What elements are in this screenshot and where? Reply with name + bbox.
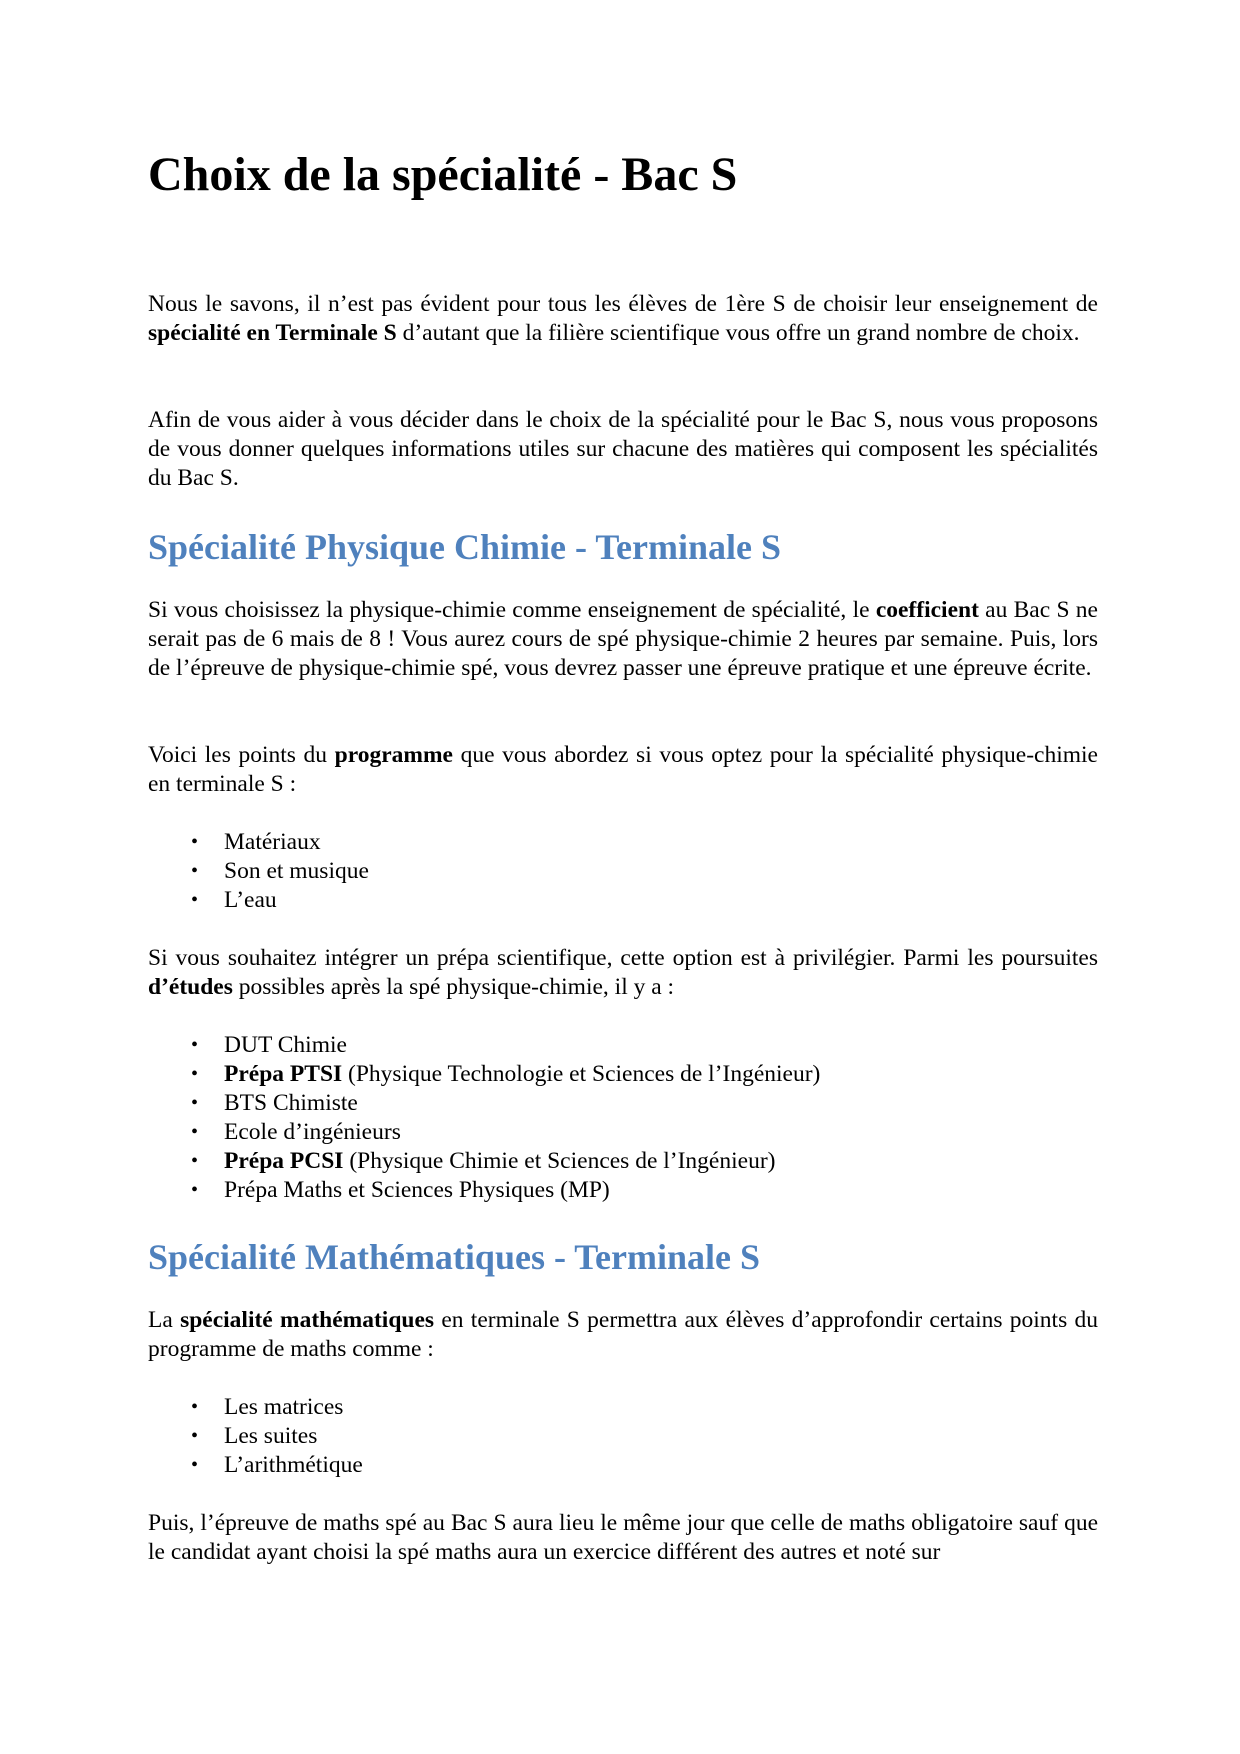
heading-physique-chimie: Spécialité Physique Chimie - Terminale S bbox=[148, 527, 782, 567]
list-item bbox=[148, 1031, 820, 1060]
physique-programme-list bbox=[148, 828, 369, 915]
physique-paragraph-coefficient bbox=[148, 596, 1098, 683]
list-item bbox=[148, 1393, 363, 1422]
page-title: Choix de la spécialité - Bac S bbox=[148, 148, 738, 201]
paragraph-text: Afin de vous aider à vous décider dans le choix de la spécialité pour le Bac S, nous vous proposons de vous donner quelques informations utiles sur chacune des matières qui composent les spécialités du Bac S. bbox=[148, 407, 1098, 491]
physique-etudes-list bbox=[148, 1031, 820, 1205]
list-item-text: Les matrices bbox=[224, 1394, 344, 1420]
list-item-text: DUT Chimie bbox=[224, 1032, 347, 1058]
paragraph-text: en terminale S permettra aux élèves d’approfondir certains points du programme de maths comme : bbox=[148, 1307, 1098, 1362]
list-item bbox=[148, 1118, 820, 1147]
list-item bbox=[148, 1089, 820, 1118]
list-item-text: (Physique Chimie et Sciences de l’Ingénieur) bbox=[343, 1148, 776, 1174]
paragraph-text: au Bac S ne serait pas de 6 mais de 8 ! Vous aurez cours de spé physique-chimie 2 heures par semaine. Puis, lors de l’épreuve de physique-chimie spé, vous devrez passer une épreuve pratique et une épreuve écrite. bbox=[148, 597, 1098, 681]
list-item bbox=[148, 1176, 820, 1205]
list-item-text: Les suites bbox=[224, 1423, 318, 1449]
list-item-text: Ecole d’ingénieurs bbox=[224, 1119, 401, 1145]
paragraph-text: Nous le savons, il n’est pas évident pour tous les élèves de 1ère S de choisir leur enseignement de bbox=[148, 291, 1098, 317]
list-item bbox=[148, 886, 369, 915]
list-item-bold-text: Prépa PTSI bbox=[224, 1061, 343, 1087]
list-item-text: BTS Chimiste bbox=[224, 1090, 358, 1116]
list-item-text: Son et musique bbox=[224, 858, 369, 884]
physique-paragraph-programme bbox=[148, 741, 1098, 799]
list-item-text: Matériaux bbox=[224, 829, 321, 855]
paragraph-text: d’autant que la filière scientifique vous offre un grand nombre de choix. bbox=[396, 320, 1080, 346]
physique-paragraph-etudes bbox=[148, 944, 1098, 1002]
maths-paragraph-intro bbox=[148, 1306, 1098, 1364]
heading-mathematiques: Spécialité Mathématiques - Terminale S bbox=[148, 1237, 760, 1277]
paragraph-bold-text: coefficient bbox=[875, 597, 979, 623]
list-item bbox=[148, 828, 369, 857]
paragraph-text: Si vous souhaitez intégrer un prépa scientifique, cette option est à privilégier. Parmi les poursuites bbox=[148, 945, 1098, 971]
paragraph-text: possibles après la spé physique-chimie, il y a : bbox=[232, 974, 675, 1000]
paragraph-bold-text: spécialité en Terminale S bbox=[148, 320, 397, 346]
intro-paragraph-1 bbox=[148, 290, 1098, 348]
list-item-text: Prépa Maths et Sciences Physiques (MP) bbox=[224, 1177, 610, 1203]
list-item bbox=[148, 1422, 363, 1451]
list-item bbox=[148, 857, 369, 886]
list-item-bold-text: Prépa PCSI bbox=[224, 1148, 344, 1174]
list-item bbox=[148, 1451, 363, 1480]
paragraph-text: Puis, l’épreuve de maths spé au Bac S aura lieu le même jour que celle de maths obligatoire sauf que le candidat ayant choisi la spé maths aura un exercice différent des autres et noté sur bbox=[148, 1510, 1098, 1565]
list-item-text: (Physique Technologie et Sciences de l’Ingénieur) bbox=[342, 1061, 821, 1087]
paragraph-text: Si vous choisissez la physique-chimie comme enseignement de spécialité, le bbox=[148, 597, 876, 623]
paragraph-bold-text: programme bbox=[334, 742, 453, 768]
paragraph-text: que vous abordez si vous optez pour la spécialité physique-chimie en terminale S : bbox=[148, 742, 1098, 797]
paragraph-text: La bbox=[148, 1307, 181, 1333]
list-item bbox=[148, 1147, 820, 1176]
intro-paragraph-2 bbox=[148, 406, 1098, 493]
paragraph-bold-text: d’études bbox=[148, 974, 233, 1000]
list-item-text: L’arithmétique bbox=[224, 1452, 363, 1478]
maths-programme-list bbox=[148, 1393, 363, 1480]
list-item-text: L’eau bbox=[224, 887, 277, 913]
paragraph-text: Voici les points du bbox=[148, 742, 335, 768]
paragraph-bold-text: spécialité mathématiques bbox=[180, 1307, 435, 1333]
list-item bbox=[148, 1060, 820, 1089]
maths-paragraph-epreuve bbox=[148, 1509, 1098, 1567]
